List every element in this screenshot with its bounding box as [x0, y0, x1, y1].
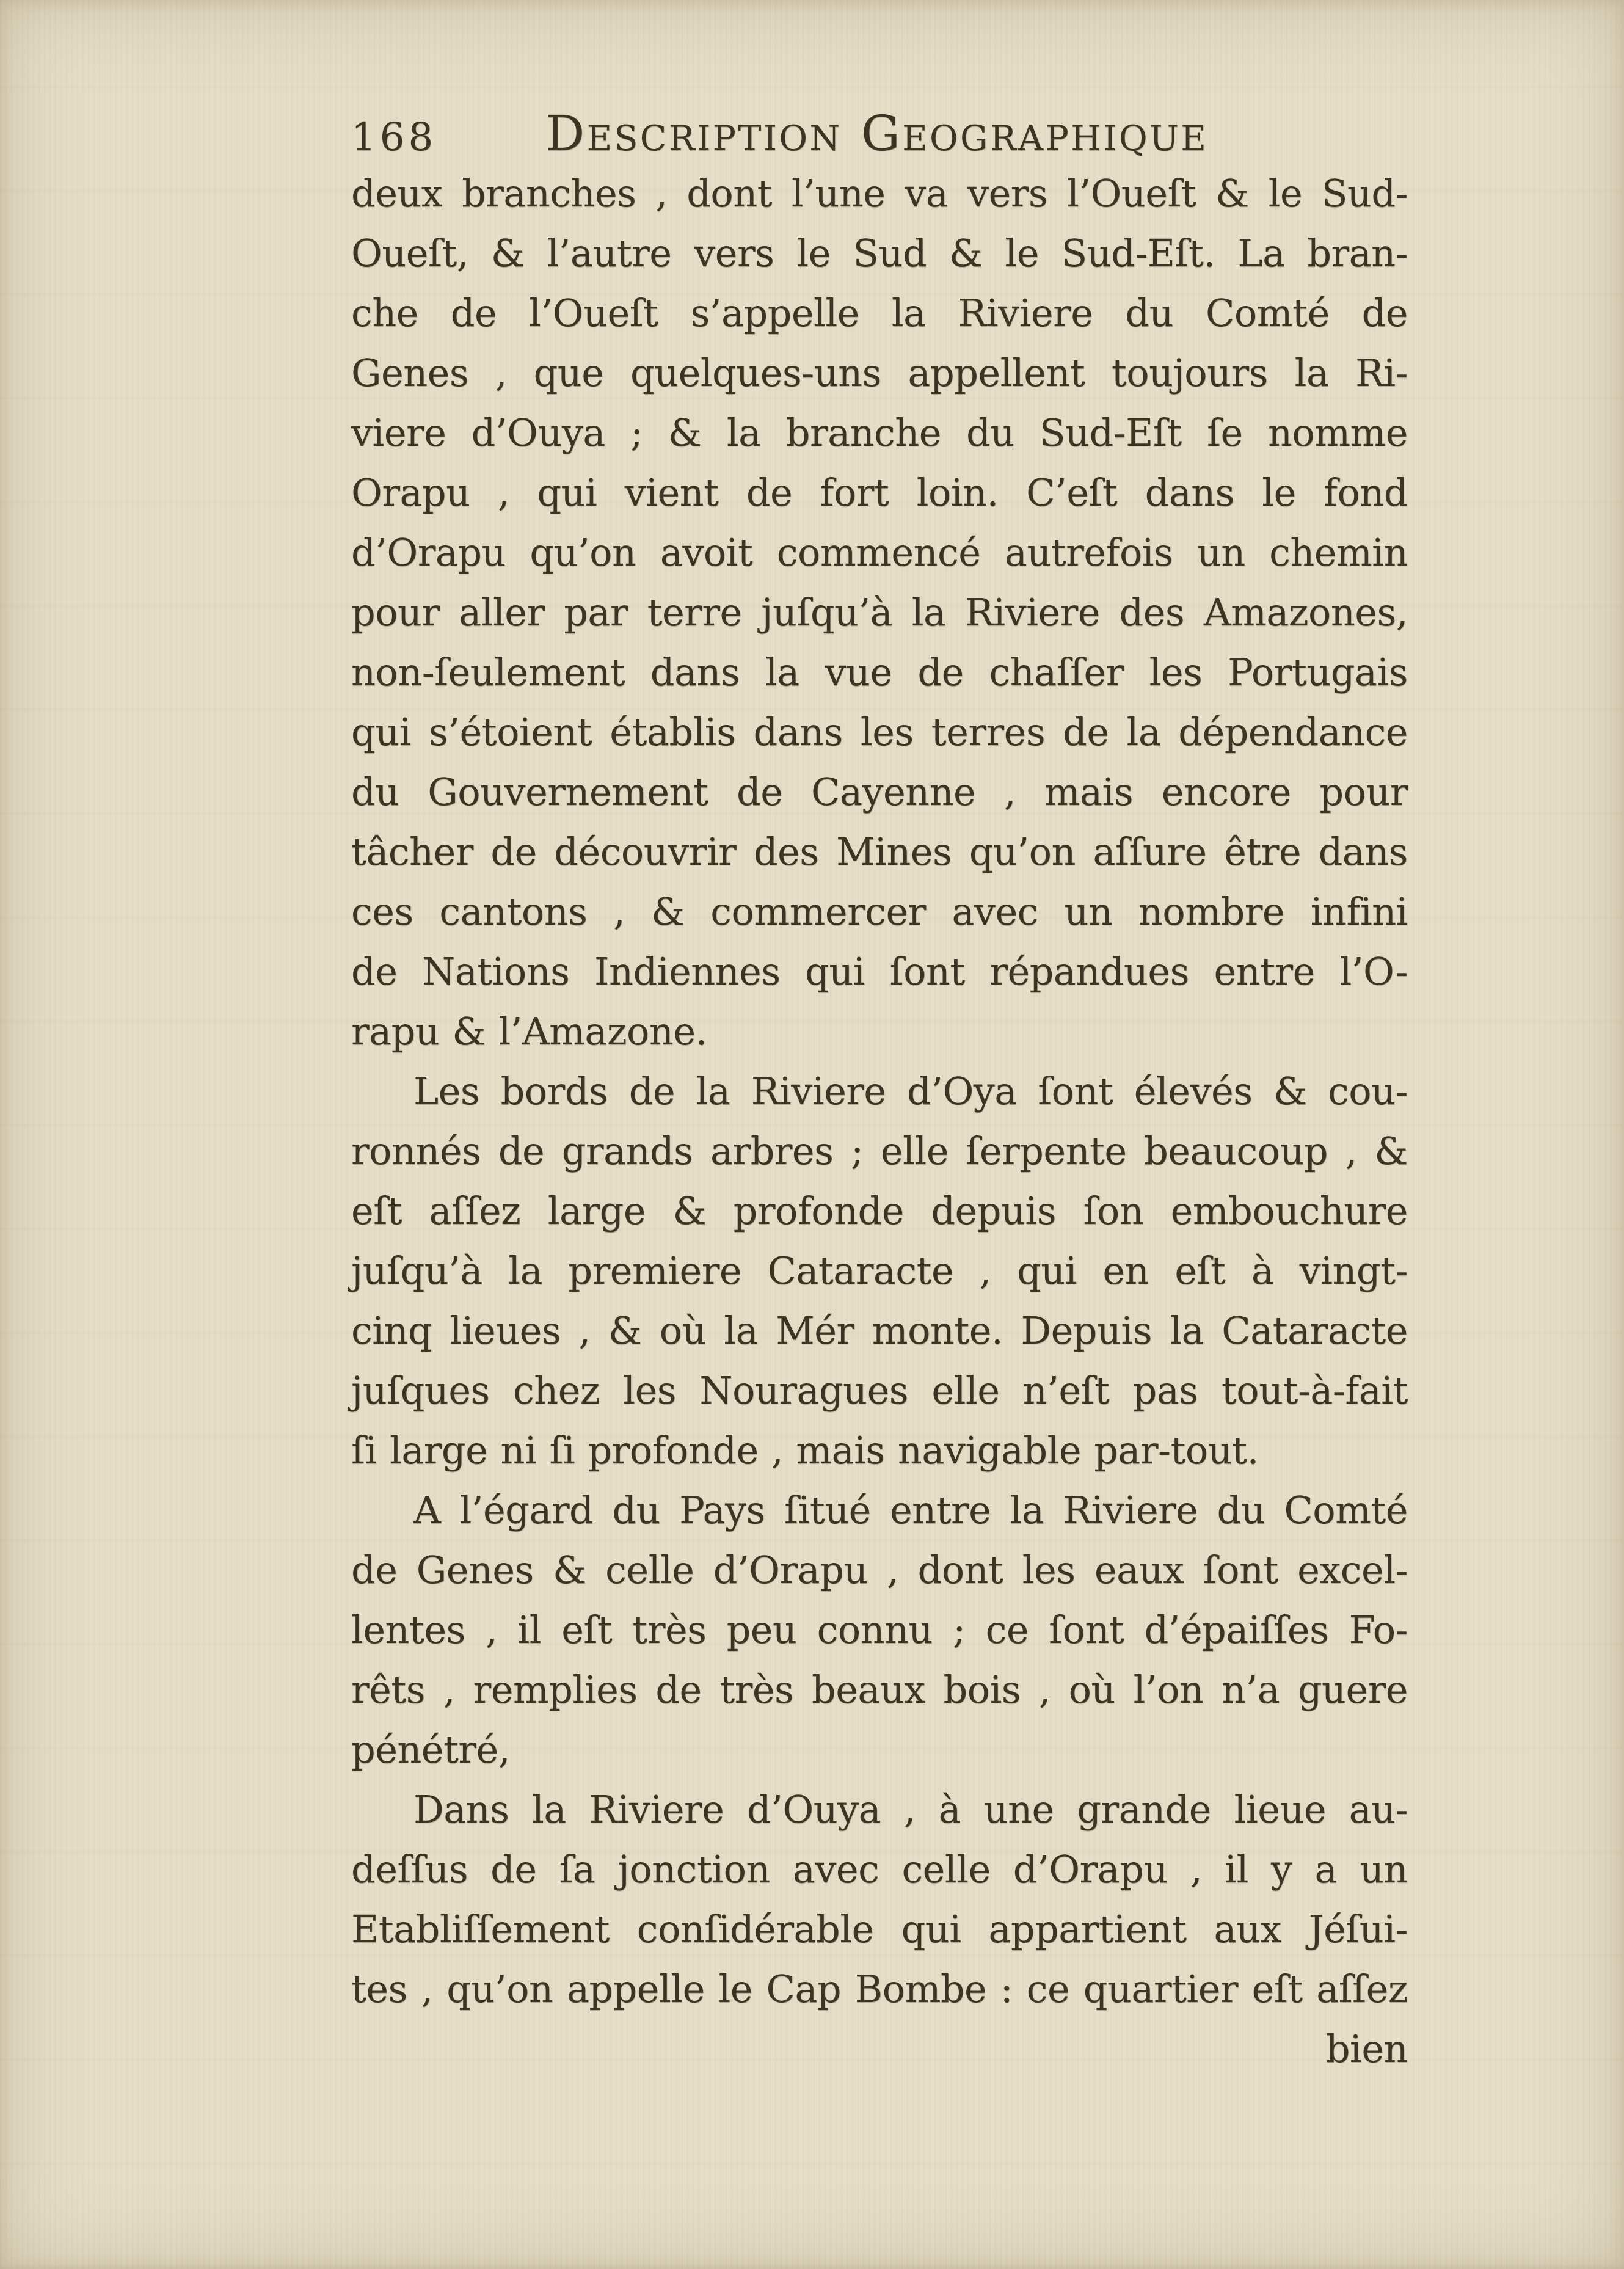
text-line: lentes , il eſt très peu connu ; ce ſont d’épaiſſes Fo- [351, 1608, 1408, 1652]
text-line: Genes , que quelques-uns appellent toujours la Ri- [351, 351, 1408, 395]
text-line: Oueſt, & l’autre vers le Sud & le Sud-Eſt. La bran- [351, 231, 1408, 275]
catchword: bien [1325, 2027, 1408, 2071]
text-line: deux branches , dont l’une va vers l’Oueſt & le Sud- [351, 171, 1408, 216]
page-number: 168 [351, 115, 437, 160]
text-line: deſſus de ſa jonction avec celle d’Orapu , il y a un [351, 1847, 1408, 1892]
text-line: juſqu’à la premiere Cataracte , qui en eſt à vingt- [351, 1248, 1408, 1293]
running-title-word-1: ESCRIPTION [586, 118, 842, 159]
text-line: rapu & l’Amazone. [351, 1009, 707, 1054]
text-line: tes , qu’on appelle le Cap Bombe : ce quartier eſt aſſez [351, 1967, 1408, 2011]
text-line: tâcher de découvrir des Mines qu’on aſſure être dans [351, 829, 1408, 874]
page-header [351, 105, 1408, 162]
running-title [545, 105, 1208, 162]
text-line: de Genes & celle d’Orapu , dont les eaux ſont excel- [351, 1548, 1408, 1592]
text-line: de Nations Indiennes qui ſont répandues entre l’O- [351, 949, 1408, 994]
running-title-initial-2: G [861, 105, 903, 162]
text-line: ces cantons , & commercer avec un nombre infini [351, 889, 1408, 934]
text-line: cinq lieues , & où la Mér monte. Depuis la Cataracte [351, 1308, 1408, 1353]
text-line: non-ſeulement dans la vue de chaſſer les Portugais [351, 650, 1408, 694]
text-line: Etabliſſement conſidérable qui appartient aux Jéſui- [351, 1907, 1408, 1951]
text-line: viere d’Ouya ; & la branche du Sud-Eſt ſe nomme [351, 410, 1408, 455]
text-line: juſques chez les Nouragues elle n’eſt pas tout-à-fait [351, 1368, 1408, 1413]
body-text [351, 164, 1408, 2079]
text-line: Orapu , qui vient de fort loin. C’eſt dans le fond [351, 470, 1408, 515]
text-line: che de l’Oueſt s’appelle la Riviere du Comté de [351, 291, 1408, 335]
text-line: ronnés de grands arbres ; elle ſerpente beaucoup , & [351, 1129, 1408, 1173]
text-line: pour aller par terre juſqu’à la Riviere des Amazones, [351, 590, 1408, 635]
text-line: eſt aſſez large & profonde depuis ſon embouchure [351, 1189, 1408, 1233]
text-line: Dans la Riviere d’Ouya , à une grande lieue au- [413, 1787, 1408, 1832]
text-line: Les bords de la Riviere d’Oya ſont élevés & cou- [413, 1069, 1408, 1113]
running-title-word-2: EOGRAPHIQUE [902, 118, 1209, 159]
text-line: rêts , remplies de très beaux bois , où l’on n’a guere [351, 1667, 1408, 1712]
running-title-initial-1: D [545, 105, 587, 162]
text-line: pénétré, [351, 1727, 510, 1772]
text-line: A l’égard du Pays ſitué entre la Riviere du Comté [413, 1488, 1408, 1532]
text-line: ſi large ni ſi profonde , mais navigable par-tout. [351, 1428, 1259, 1473]
text-line: d’Orapu qu’on avoit commencé autrefois un chemin [351, 530, 1408, 575]
text-line: qui s’étoient établis dans les terres de la dépendance [351, 710, 1408, 754]
text-line: du Gouvernement de Cayenne , mais encore pour [351, 770, 1408, 814]
